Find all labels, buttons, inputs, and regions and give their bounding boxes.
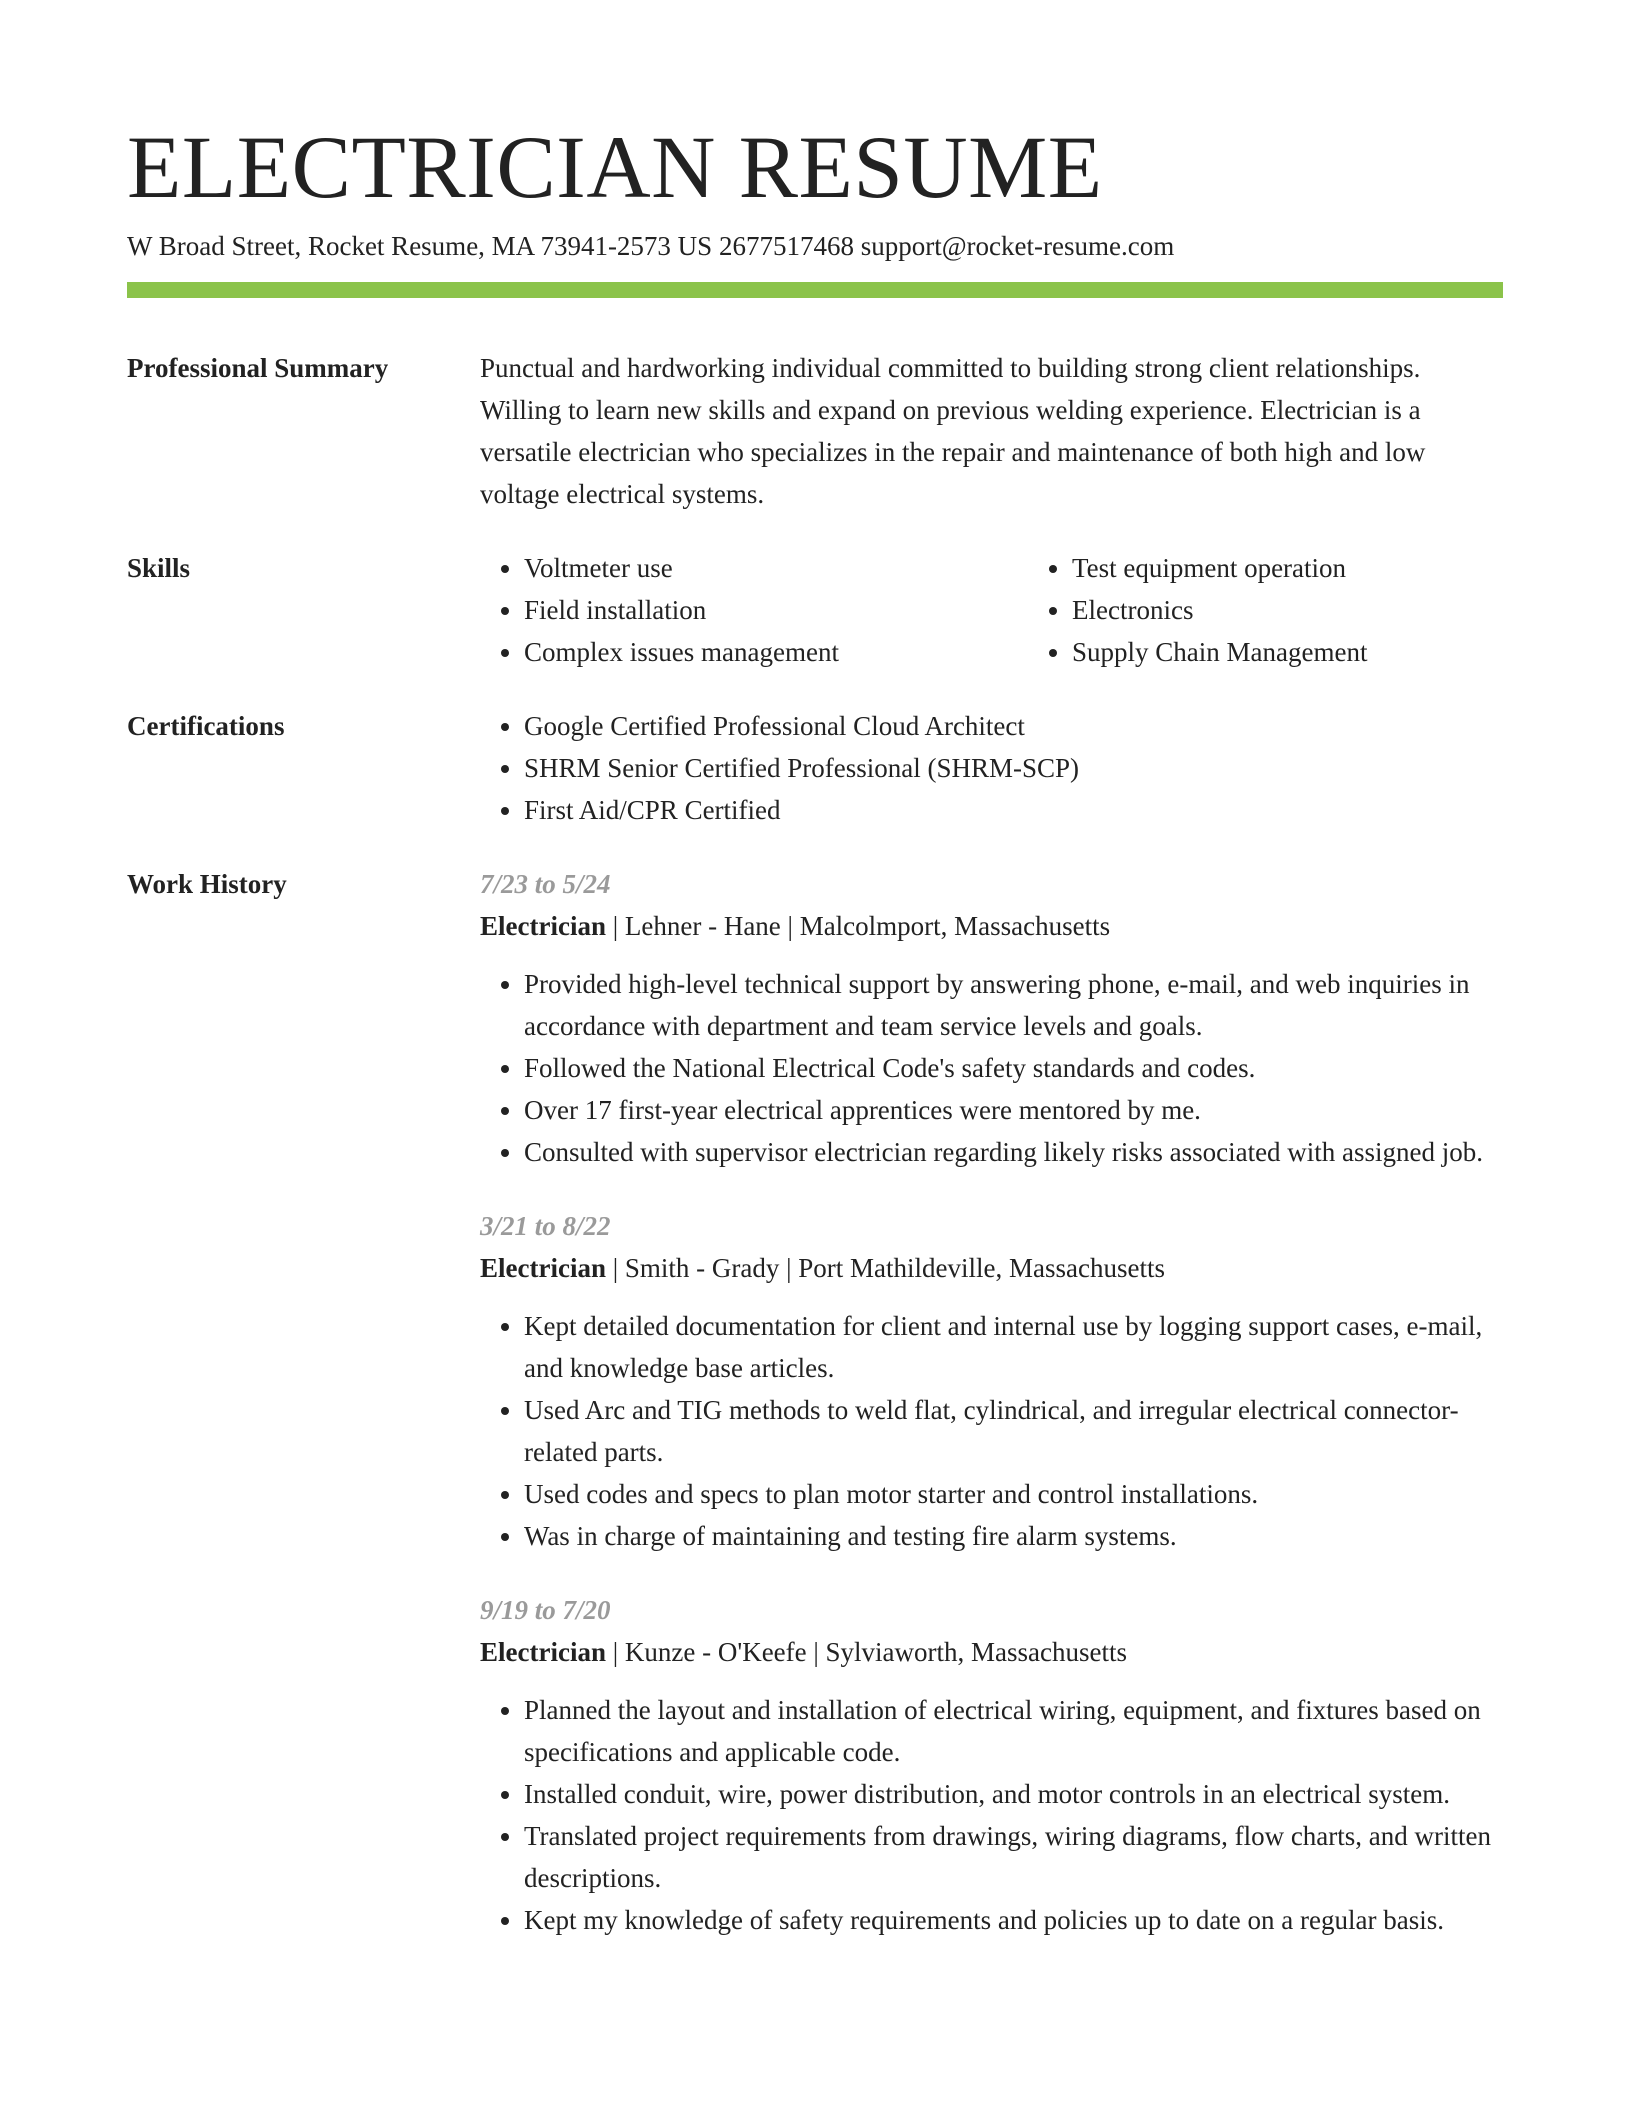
job-dates: 9/19 to 7/20 <box>480 1595 611 1625</box>
skills-heading: Skills <box>127 553 191 583</box>
skills-column-1 <box>480 547 1028 673</box>
job-role: Electrician <box>480 911 606 941</box>
skill-item: • Field installation <box>524 589 1028 631</box>
job-bullet: • Kept my knowledge of safety requirements and policies up to date on a regular basis. <box>524 1899 1503 1941</box>
resume-title: ELECTRICIAN RESUME <box>127 119 1103 217</box>
job-bullet: • Consulted with supervisor electrician regarding likely risks associated with assigned job. <box>524 1131 1503 1173</box>
job-entry <box>480 863 1503 1173</box>
job-role: Electrician <box>480 1253 606 1283</box>
summary-section <box>127 347 1503 515</box>
job-bullet: • Used Arc and TIG methods to weld flat, cylindrical, and irregular electrical connector-related parts. <box>524 1389 1503 1473</box>
summary-text: Punctual and hardworking individual committed to building strong client relationships. Willing to learn new skills and expand on previous welding experience. Electrician is a versatile electrician who specializes in the repair and maintenance of both high and low voltage electrical systems. <box>480 353 1426 509</box>
job-bullet: • Kept detailed documentation for client and internal use by logging support cases, e-mail, and knowledge base articles. <box>524 1305 1503 1389</box>
certifications-list <box>480 705 1503 831</box>
accent-divider <box>127 282 1503 298</box>
skills-list <box>480 547 1503 673</box>
job-bullet: • Followed the National Electrical Code's safety standards and codes. <box>524 1047 1503 1089</box>
skill-item: • Electronics <box>1072 589 1472 631</box>
job-role: Electrician <box>480 1637 606 1667</box>
job-bullet: • Over 17 first-year electrical apprentices were mentored by me. <box>524 1089 1503 1131</box>
certifications-body <box>480 705 1503 831</box>
summary-heading: Professional Summary <box>127 353 389 383</box>
skill-item: • Voltmeter use <box>524 547 1028 589</box>
skill-item: • Test equipment operation <box>1072 547 1472 589</box>
job-dates: 3/21 to 8/22 <box>480 1211 611 1241</box>
skills-section <box>127 547 1503 673</box>
job-title-line <box>480 1247 1503 1289</box>
certifications-section <box>127 705 1503 831</box>
skill-item: • Complex issues management <box>524 631 1028 673</box>
job-bullets <box>480 1305 1503 1557</box>
job-title-line <box>480 1631 1503 1673</box>
job-bullet: • Planned the layout and installation of electrical wiring, equipment, and fixtures based on specifications and applicable code. <box>524 1689 1503 1773</box>
certification-item: • First Aid/CPR Certified <box>524 789 1503 831</box>
skill-item: • Supply Chain Management <box>1072 631 1472 673</box>
certification-item: • Google Certified Professional Cloud Architect <box>524 705 1503 747</box>
job-bullet: • Translated project requirements from drawings, wiring diagrams, flow charts, and written descriptions. <box>524 1815 1503 1899</box>
job-dates: 7/23 to 5/24 <box>480 869 611 899</box>
work-history-section <box>127 863 1503 1941</box>
contact-line: W Broad Street, Rocket Resume, MA 73941-2573 US 2677517468 support@rocket-resume.com <box>127 231 1175 261</box>
job-details: | Kunze - O'Keefe | Sylviaworth, Massachusetts <box>605 1637 1128 1667</box>
job-entry <box>480 1589 1503 1941</box>
job-bullets <box>480 1689 1503 1941</box>
job-title-line <box>480 905 1503 947</box>
work-history-body <box>480 863 1503 1941</box>
work-history-heading: Work History <box>127 869 287 899</box>
certification-item: • SHRM Senior Certified Professional (SHRM-SCP) <box>524 747 1503 789</box>
skills-column-2 <box>1028 547 1472 673</box>
job-bullet: • Installed conduit, wire, power distribution, and motor controls in an electrical system. <box>524 1773 1503 1815</box>
job-details: | Smith - Grady | Port Mathildeville, Massachusetts <box>605 1253 1165 1283</box>
resume-page <box>127 118 1503 1941</box>
certifications-heading: Certifications <box>127 711 285 741</box>
job-bullet: • Was in charge of maintaining and testing fire alarm systems. <box>524 1515 1503 1557</box>
job-bullets <box>480 963 1503 1173</box>
job-details: | Lehner - Hane | Malcolmport, Massachusetts <box>605 911 1111 941</box>
job-entry <box>480 1205 1503 1557</box>
job-bullet: • Used codes and specs to plan motor starter and control installations. <box>524 1473 1503 1515</box>
job-bullet: • Provided high-level technical support by answering phone, e-mail, and web inquiries in accordance with department and team service levels and goals. <box>524 963 1503 1047</box>
